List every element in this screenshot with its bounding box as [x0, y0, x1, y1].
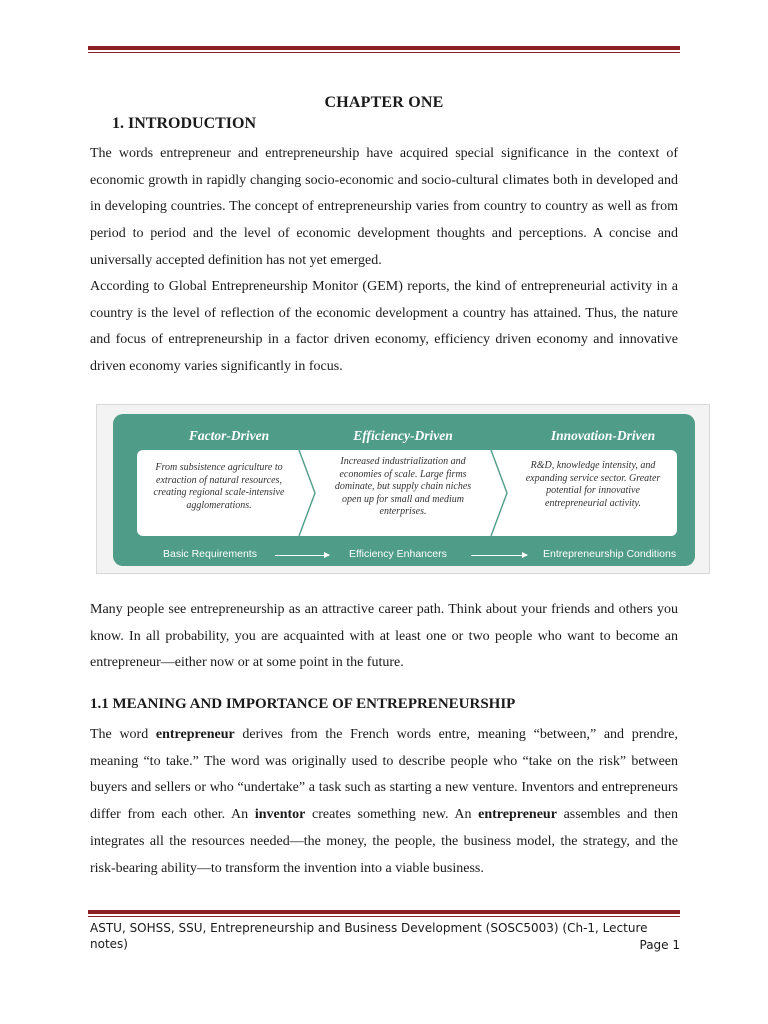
- stage-title-efficiency: Efficiency-Driven: [353, 428, 453, 443]
- text-span: derives from the French words entre, meaning “between,” and prendre, meaning “to take.” The word was originally used to describe people who “take on the risk” between buyers and sellers or who “undertake” a task such as starting a new venture. Inventors and entrepreneurs differ from each other. An: [90, 727, 678, 823]
- stage-title-factor: Factor-Driven: [188, 428, 270, 443]
- paragraph-4: [90, 722, 678, 882]
- footer-efficiency-enhancers: Efficiency Enhancers: [349, 548, 447, 560]
- stages-description-box: [137, 450, 677, 536]
- page-number: Page 1: [639, 938, 680, 952]
- footer-text: ASTU, SOHSS, SSU, Entrepreneurship and Business Development (SOSC5003) (Ch-1, Lecture notes): [90, 921, 648, 951]
- footer-rule: [88, 910, 680, 917]
- stage-title-innovation: Innovation-Driven: [550, 428, 656, 443]
- arrow-right-icon: [275, 555, 329, 556]
- stage-description-innovation: R&D, knowledge intensity, and expanding service sector. Greater potential for innovative entrepreneurial activity.: [525, 460, 661, 509]
- paragraph-3: Many people see entrepreneurship as an attractive career path. Think about your friends and others you know. In all probability, you are acquainted with at least one or two people who want to become an entrepreneur—either now or at some point in the future.: [90, 602, 678, 671]
- figure-panel: [113, 414, 695, 566]
- gem-stages-figure: [96, 404, 710, 574]
- text-span: creates something new. An: [305, 807, 479, 823]
- keyword-entrepreneur: entrepreneur: [478, 807, 557, 823]
- chevron-right-icon: [487, 450, 511, 536]
- chapter-title: CHAPTER ONE: [324, 94, 444, 111]
- footer-entrepreneurship-conditions: Entrepreneurship Conditions: [543, 548, 677, 560]
- text-span: assembles and then integrates all the resources needed—the money, the people, the business model, the strategy, and the risk-bearing ability—to transform the invention into a viable business.: [90, 807, 678, 876]
- text-span: The word: [90, 727, 156, 742]
- keyword-entrepreneur: entrepreneur: [155, 727, 235, 742]
- footer-basic-requirements: Basic Requirements: [163, 548, 257, 560]
- header-rule: [88, 46, 680, 53]
- stage-description-efficiency: Increased industrialization and economies of scale. Large firms dominate, but supply chain niches open up for small and medium enterprises.: [334, 456, 472, 517]
- stage-description-factor: From subsistence agriculture to extraction of natural resources, creating regional scale-intensive agglomerations.: [153, 462, 285, 511]
- page-footer: [90, 920, 680, 952]
- subsection-title: 1.1 MEANING AND IMPORTANCE OF ENTREPRENEURSHIP: [90, 696, 516, 712]
- paragraph-2: According to Global Entrepreneurship Monitor (GEM) reports, the kind of entrepreneurial activity in a country is the level of reflection of the economic development a country has attained. Thus, the nature and focus of entrepreneurship in a factor driven economy, efficiency driven economy and innovative driven economy varies significantly in focus.: [90, 279, 678, 375]
- keyword-inventor: inventor: [254, 807, 306, 823]
- paragraph-1: The words entrepreneur and entrepreneurship have acquired special significance in the context of economic growth in rapidly changing socio-economic and socio-cultural climates both in developed and in developing countries. The concept of entrepreneurship varies from country to country as well as from period to period and the level of economic development thoughts and perceptions. A concise and universally accepted definition has not yet emerged.: [90, 146, 678, 268]
- section-title: 1. INTRODUCTION: [112, 115, 257, 132]
- chevron-right-icon: [295, 450, 319, 536]
- arrow-right-icon: [471, 555, 527, 556]
